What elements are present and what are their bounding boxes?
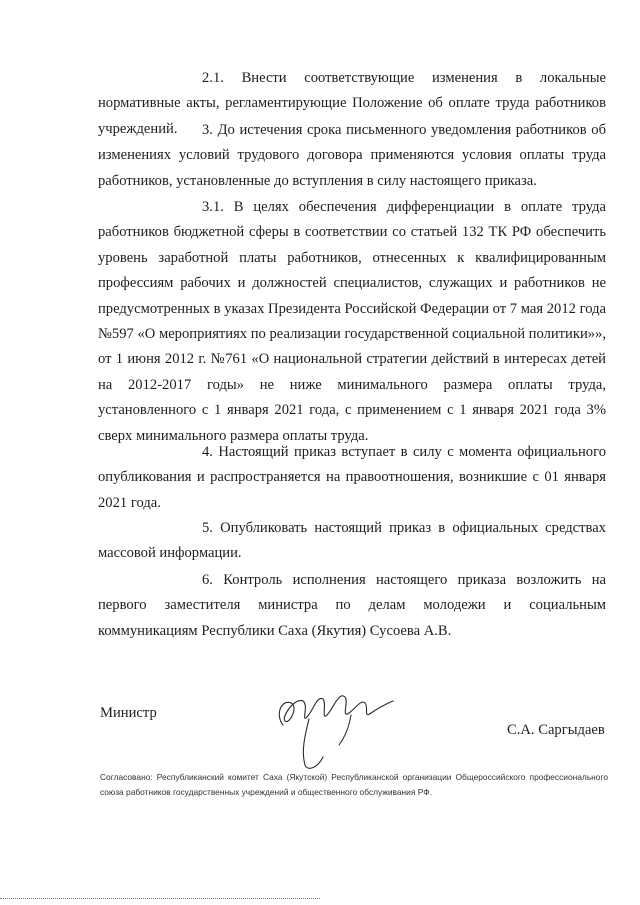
signatory-title: Министр (100, 705, 157, 721)
paragraph-text: Внести соответствующие изменения в локальные нормативные акты, регламентирующие Положение об оплате труда работников учреждений. (98, 70, 606, 137)
signatory-name: С.А. Саргыдаев (507, 722, 605, 738)
paragraph-number: 4. (202, 444, 213, 460)
paragraph-3-1 (98, 195, 606, 449)
paragraph-5 (98, 516, 606, 567)
paragraph-text: Контроль исполнения настоящего приказа возложить на первого заместителя министра по делам молодежи и социальным коммуникациям Республики Саха (Якутия) Сусоева А.В. (98, 572, 606, 639)
page-divider (0, 898, 320, 899)
paragraph-6 (98, 568, 606, 644)
handwritten-signature (265, 685, 400, 777)
paragraph-number: 3. (202, 122, 213, 138)
paragraph-4 (98, 440, 606, 516)
paragraph-number: 2.1. (202, 70, 224, 86)
agreement-note: Согласовано: Республиканский комитет Саха (Якутской) Республиканской организации Общероссийского профессионального союза работников государственных учреждений и общественного обслуживания РФ. (100, 772, 608, 797)
paragraph-3 (98, 118, 606, 194)
paragraph-number: 3.1. (202, 199, 224, 215)
paragraph-text: В целях обеспечения дифференциации в оплате труда работников бюджетной сферы в соответствии со статьей 132 ТК РФ обеспечить уровень заработной платы работников, отнесенных к квалифицированным профессиям рабочих и должностей специалистов, служащих и работников не предусмотренных в указах Президента Российской Федерации от 7 мая 2012 года №597 «О мероприятиях по реализации государственной социальной политики»», от 1 июня 2012 г. №761 «О национальной стратегии действий в интересах детей на 2012-2017 годы» не ниже минимального размера оплаты труда, установленного с 1 января 2021 года, с применением с 1 января 2021 года 3% сверх минимального размера оплаты труда. (98, 199, 607, 444)
paragraph-text: Настоящий приказ вступает в силу с момента официального опубликования и распространяется на правоотношения, возникшие с 01 января 2021 года. (98, 444, 606, 511)
paragraph-number: 6. (202, 572, 213, 588)
paragraph-text: До истечения срока письменного уведомления работников об изменениях условий трудового договора применяются условия оплаты труда работников, установленные до вступления в силу настоящего приказа. (98, 122, 606, 189)
paragraph-number: 5. (202, 520, 213, 536)
paragraph-text: Опубликовать настоящий приказ в официальных средствах массовой информации. (98, 520, 606, 562)
